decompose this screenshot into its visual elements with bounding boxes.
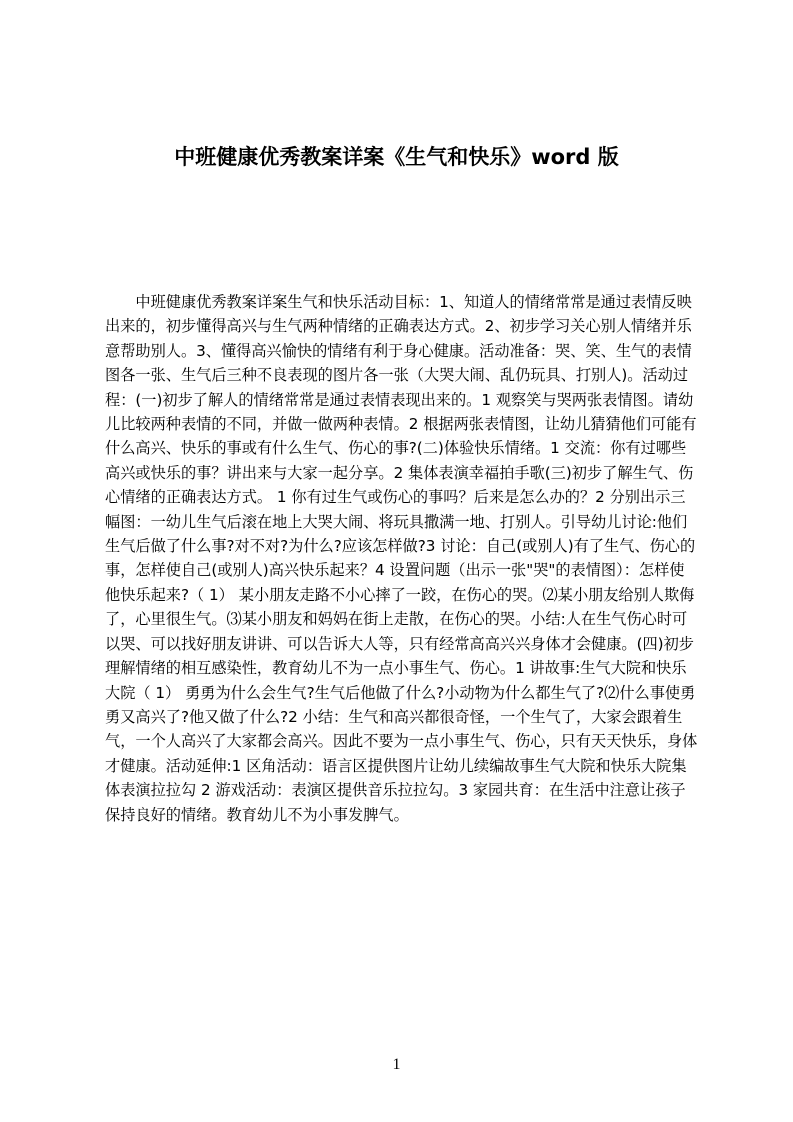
page-number: 1 (392, 1056, 401, 1073)
lesson-plan-body: 中班健康优秀教案详案生气和快乐活动目标：1、知道人的情绪常常是通过表情反映出来的，初步懂得高兴与生气两种情绪的正确表达方式。2、初步学习关心别人情绪并乐意帮助别人。3、懂得高兴愉快的情绪有利于身心健康。活动准备：哭、笑、生气的表情图各一张、生气后三种不良表现的图片各一张（大哭大闹、乱仍玩具、打别人)。活动过程：(一)初步了解人的情绪常常是通过表情表现出来的。1 观察笑与哭两张表情图。请幼儿比较两种表情的不同，并做一做两种表情。2 根据两张表情图，让幼儿猜猜他们可能有什么高兴、快乐的事或有什么生气、伤心的事?(二)体验快乐情绪。1 交流：你有过哪些高兴或快乐的事？讲出来与大家一起分享。2 集体表演幸福拍手歌(三)初步了解生气、伤心情绪的正确表达方式。 1 你有过生气或伤心的事吗？后来是怎么办的？2 分别出示三幅图：一幼儿生气后滚在地上大哭大闹、将玩具撒满一地、打别人。引导幼儿讨论:他们生气后做了什么事?对不对?为什么?应该怎样做?3 讨论：自己(或别人)有了生气、伤心的事，怎样使自己(或别人)高兴快乐起来？4 设置问题（出示一张"哭"的表情图）：怎样使他快乐起来?（ 1） 某小朋友走路不小心摔了一跤，在伤心的哭。⑵某小朋友给别人欺侮了，心里很生气。⑶某小朋友和妈妈在街上走散，在伤心的哭。小结:人在生气伤心时可以哭、可以找好朋友讲讲、可以告诉大人等，只有经常高高兴兴身体才会健康。(四)初步理解情绪的相互感染性，教育幼儿不为一点小事生气、伤心。1 讲故事:生气大院和快乐大院（ 1） 勇勇为什么会生气?生气后他做了什么?小动物为什么都生气了?⑵什么事使勇勇又高兴了?他又做了什么?2 小结：生气和高兴都很奇怪，一个生气了，大家会跟着生气，一个人高兴了大家都会高兴。因此不要为一点小事生气、伤心，只有天天快乐，身体才健康。活动延伸:1 区角活动：语言区提供图片让幼儿续编故事生气大院和快乐大院集体表演拉拉勾 2 游戏活动：表演区提供音乐拉拉勾。3 家园共育：在生活中注意让孩子保持良好的情绪。教育幼儿不为小事发脾气。 (105, 293, 698, 824)
document-title: 中班健康优秀教案详案《生气和快乐》word 版 (174, 145, 619, 169)
